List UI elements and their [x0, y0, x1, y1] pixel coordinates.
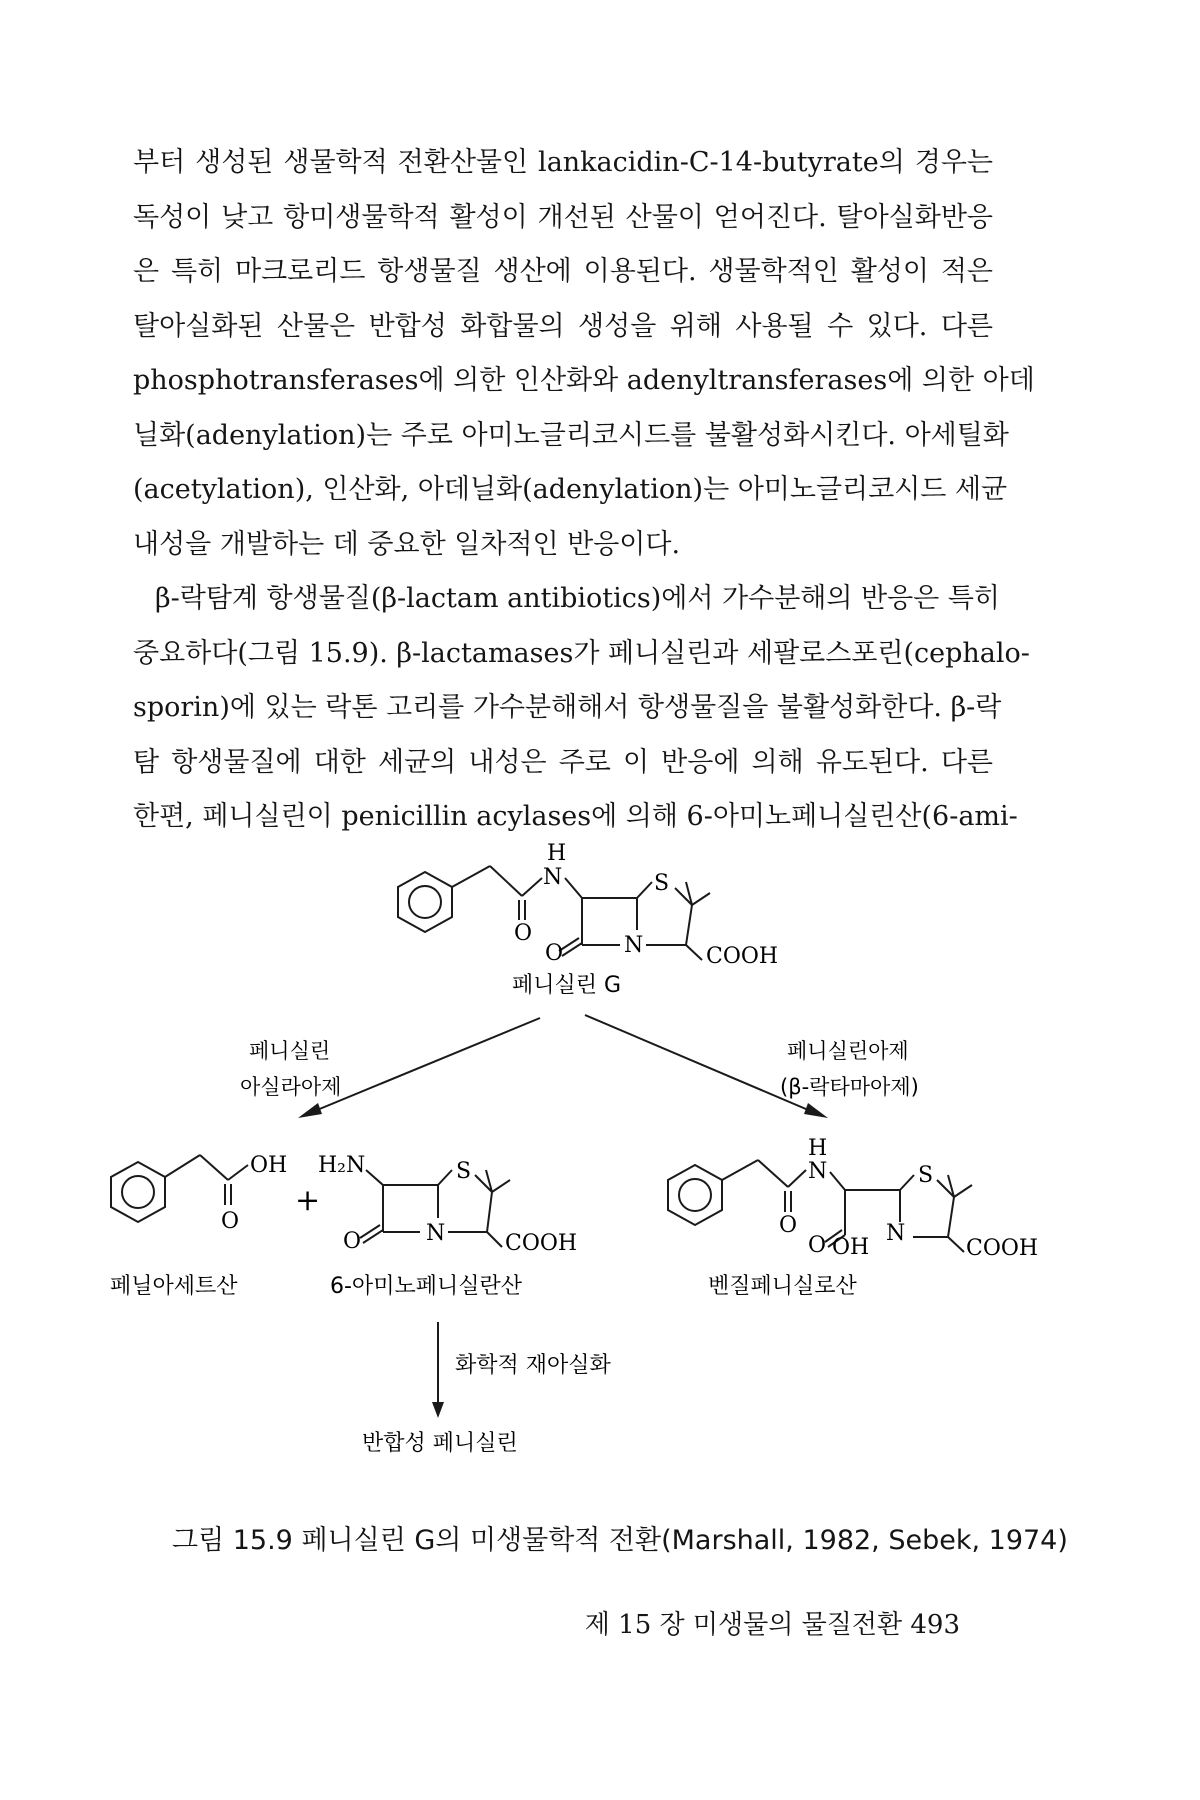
text-line: 한편, 페니실린이 penicillin acylases에 의해 6-아미노페니실린산(6-ami- — [133, 801, 1018, 832]
enzyme-label-left: 아실라아제 — [240, 1075, 342, 1099]
text-line: (acetylation), 인산화, 아데닐화(adenylation)는 아미노글리코시드 세균 — [133, 474, 1008, 505]
text-line: 독성이 낮고 항미생물학적 활성이 개선된 산물이 얻어진다. 탈아실화반응 — [133, 201, 993, 233]
text-line: 탈아실화된 산물은 반합성 화합물의 생성을 위해 사용될 수 있다. 다른 — [133, 310, 993, 342]
atom-n: N — [426, 1221, 446, 1246]
text-line: 부터 생성된 생물학적 전환산물인 lankacidin-C-14-butyrate의 경우는 — [133, 147, 993, 178]
step-label: 화학적 재아실화 — [455, 1353, 611, 1378]
atom-oh: OH — [832, 1235, 870, 1260]
text-line: phosphotransferases에 의한 인산화와 adenyltransferases에 의한 아데 — [133, 365, 1035, 396]
atom-n: N — [624, 933, 644, 958]
atom-o: O — [343, 1229, 362, 1254]
text-line: β-락탐계 항생물질(β-lactam antibiotics)에서 가수분해의 반응은 특히 — [155, 583, 1001, 614]
atom-o: O — [808, 1233, 827, 1258]
atom-n: N — [886, 1221, 906, 1246]
text-line: 탐 항생물질에 대한 세균의 내성은 주로 이 반응에 의해 유도된다. 다른 — [133, 746, 993, 778]
enzyme-label-right: (β-락타마아제) — [780, 1075, 919, 1099]
compound-label-benzylpenicilloic-acid: 벤질페니실로산 — [708, 1274, 857, 1299]
atom-h: H — [547, 841, 567, 866]
compound-label-penicillin-g: 페니실린 G — [512, 973, 622, 998]
atom-cooh: COOH — [966, 1236, 1039, 1261]
page-footer: 제 15 장 미생물의 물질전환 493 — [584, 1610, 960, 1640]
atom-cooh: COOH — [706, 944, 779, 969]
plus-sign: + — [295, 1183, 321, 1218]
text-line: 은 특히 마크로리드 항생물질 생산에 이용된다. 생물학적인 활성이 적은 — [133, 256, 993, 287]
text-line: 내성을 개발하는 데 중요한 일차적인 반응이다. — [133, 528, 681, 560]
compound-label-6-apa: 6-아미노페니실란산 — [330, 1274, 522, 1299]
atom-cooh: COOH — [505, 1231, 578, 1256]
atom-n: N — [543, 865, 563, 890]
figure-caption: 그림 15.9 페니실린 G의 미생물학적 전환(Marshall, 1982, Sebek, 1974) — [172, 1525, 1068, 1556]
atom-h: H — [808, 1136, 828, 1161]
text-line: 닐화(adenylation)는 주로 아미노글리코시드를 불활성화시킨다. 아세틸화 — [133, 419, 1009, 451]
final-product-label: 반합성 페니실린 — [362, 1431, 518, 1456]
compound-label-phenylacetic-acid: 페닐아세트산 — [110, 1274, 238, 1299]
atom-o: O — [221, 1209, 240, 1234]
enzyme-label-right: 페니실린아제 — [787, 1039, 909, 1063]
atom-o: O — [779, 1213, 798, 1238]
atom-s: S — [654, 871, 670, 896]
text-line: 중요하다(그림 15.9). β-lactamases가 페니실린과 세팔로스포린(cephalo- — [133, 637, 1030, 669]
atom-s: S — [918, 1163, 934, 1188]
atom-o: O — [514, 921, 533, 946]
atom-oh: OH — [250, 1153, 288, 1178]
atom-n: N — [808, 1159, 828, 1184]
enzyme-label-left: 페니실린 — [249, 1039, 331, 1063]
text-line: sporin)에 있는 락톤 고리를 가수분해해서 항생물질을 불활성화한다. β-락 — [133, 692, 1002, 723]
atom-s: S — [456, 1159, 472, 1184]
atom-h2n: H₂N — [318, 1153, 366, 1178]
atom-o: O — [545, 941, 564, 966]
